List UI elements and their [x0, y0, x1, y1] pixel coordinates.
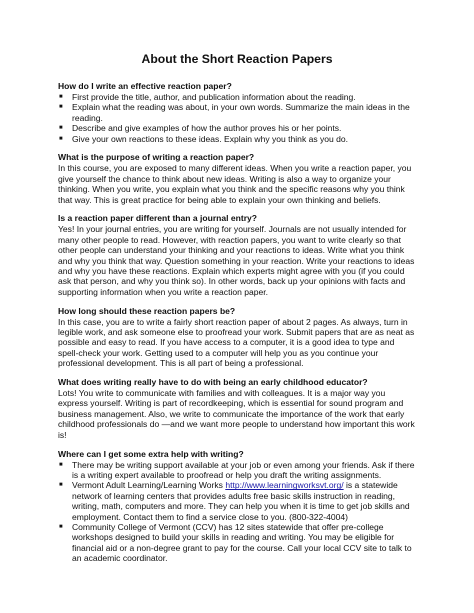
list-item-text: First provide the title, author, and publication information about the reading. [72, 91, 356, 102]
section-paragraph: In this case, you are to write a fairly short reaction paper of about 2 pages. As always, turn in legible work, and ask someone else to proofread your work. Submit papers that are as neat as possible and easy to read. If you have access to a computer, it is a good idea to type and spell-check your work. Getting used to a computer will help you as you continue your professional development. This is all part of being a professional. [58, 316, 415, 369]
list-item-text: Explain what the reading was about, in your own words. Summarize the main ideas in the reading. [72, 102, 410, 123]
section-heading: How do I write an effective reaction paper? [58, 81, 232, 91]
bullet-icon: ■ [59, 104, 63, 111]
learningworks-link[interactable]: http://www.learningworksvt.org/ [225, 480, 344, 491]
section-paragraph: Yes! In your journal entries, you are writing for yourself. Journals are not usually intended for many other people to read. However, with reaction papers, you want to write clearly so that other people can understand your thinking and your reactions to ideas. Write what you think and why you think that way. Question something in your reaction. Write your reactions to ideas and why you have these reactions. Explain which experts might agree with you (if you could ask that person, and why you think so). In other words, back up your opinions with facts and supporting information when you write a reaction paper. [58, 224, 415, 297]
bullet-icon: ■ [59, 482, 63, 489]
list-item-text: is a statewide network of learning centers that provides adults free basic skills instruction in reading, writing, math, computers and more. They can help you when it is time to get job skills and employment. Contact them to find a service close to you. (800-322-4004) [72, 480, 410, 522]
list-item [58, 480, 416, 522]
list-item [58, 123, 416, 133]
section-heading: What is the purpose of writing a reaction paper? [58, 152, 255, 163]
bullet-icon: ■ [59, 135, 63, 142]
section-heading: What does writing really have to do with being an early childhood educator? [58, 377, 368, 388]
bullet-list [58, 460, 416, 564]
list-item-text: Community College of Vermont (CCV) has 12 sites statewide that offer pre-college workshops designed to build your skills in reading and writing. You may be eligible for financial aid or a non-degree grant to pay for the course. Call your local CCV site to talk to an academic coordinator. [72, 521, 412, 564]
section-paragraph: In this course, you are exposed to many different ideas. When you write a reaction paper, you give yourself the chance to think about new ideas. Writing is also a way to organize your thinking. When you write, you explain what you think and the specific reasons why you think that way. This is great practice for being able to explain your own thinking and beliefs. [58, 163, 412, 205]
section-how-to-write [58, 81, 416, 144]
list-item-text: There may be writing support available at your job or even among your friends. Ask if there is a writing expert available to proofread or help you draft the writing assignments. [72, 459, 415, 480]
bullet-icon: ■ [59, 523, 63, 530]
section-heading: Where can I get some extra help with writing? [58, 448, 244, 459]
section-heading: Is a reaction paper different than a journal entry? [58, 213, 257, 224]
bullet-icon: ■ [59, 461, 63, 468]
section-extra-help [58, 449, 416, 564]
bullet-icon: ■ [59, 125, 63, 132]
list-item [58, 102, 416, 123]
section-early-childhood [58, 377, 416, 440]
list-item-text: Vermont Adult Learning/Learning Works [72, 480, 223, 491]
section-journal-difference [58, 213, 416, 297]
list-item [58, 460, 416, 481]
list-item [58, 522, 416, 564]
section-heading: How long should these reaction papers be? [58, 305, 236, 316]
list-item-text: Describe and give examples of how the author proves his or her points. [72, 123, 342, 134]
section-paragraph: Lots! You write to communicate with families and with colleagues. It is a major way you express yourself. Writing is part of recordkeeping, which is essential for sound program and business management. Also, we write to communicate the importance of the work that early childhood professionals do —and we want more people to understand how important this work is! [58, 388, 415, 440]
bullet-icon: ■ [59, 93, 63, 100]
list-item-text: Give your own reactions to these ideas. Explain why you think as you do. [72, 133, 349, 144]
document-title: About the Short Reaction Papers [141, 52, 333, 66]
bullet-list [58, 92, 416, 144]
section-purpose [58, 152, 416, 205]
section-length [58, 306, 416, 369]
list-item [58, 134, 416, 144]
list-item [58, 92, 416, 102]
